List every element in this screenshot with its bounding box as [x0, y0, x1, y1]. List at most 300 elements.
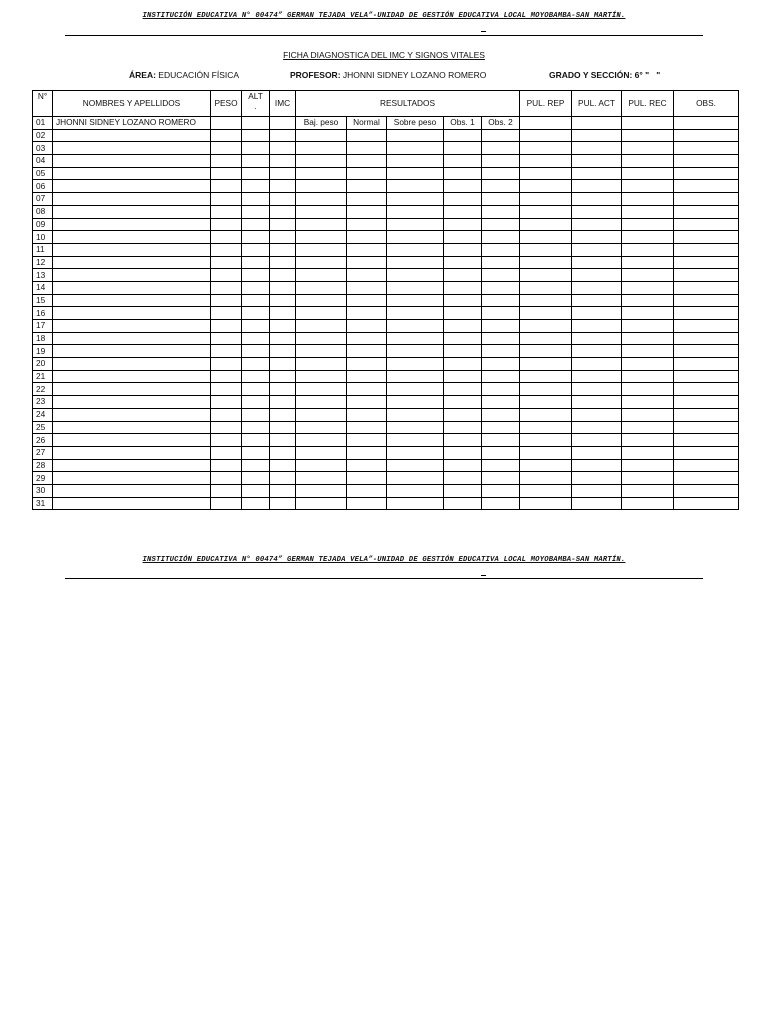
- row-imc: [270, 446, 296, 459]
- profesor-field: [290, 70, 486, 80]
- row-alt: [242, 269, 270, 282]
- table-row: [33, 446, 739, 459]
- row-peso: [211, 180, 242, 193]
- row-result-cell: [296, 484, 347, 497]
- row-pul-rep: [520, 129, 572, 142]
- row-name: [53, 205, 211, 218]
- row-pul-rec: [622, 256, 674, 269]
- row-pul-rec: [622, 117, 674, 130]
- row-result-cell: [444, 269, 482, 282]
- row-result-cell: [387, 142, 444, 155]
- table-row: [33, 396, 739, 409]
- row-peso: [211, 256, 242, 269]
- imc-table: [32, 90, 739, 510]
- row-pul-rec: [622, 446, 674, 459]
- row-imc: [270, 497, 296, 510]
- row-alt: [242, 370, 270, 383]
- row-peso: [211, 117, 242, 130]
- row-pul-act: [572, 345, 622, 358]
- row-imc: [270, 434, 296, 447]
- row-result-cell: [482, 370, 520, 383]
- row-obs: [674, 155, 739, 168]
- row-imc: [270, 408, 296, 421]
- row-pul-act: [572, 193, 622, 206]
- row-result-cell: [444, 167, 482, 180]
- row-name: [53, 180, 211, 193]
- row-result-cell: [444, 345, 482, 358]
- row-alt: [242, 396, 270, 409]
- table-row: [33, 256, 739, 269]
- row-result-cell: [387, 269, 444, 282]
- row-imc: [270, 320, 296, 333]
- row-imc: [270, 180, 296, 193]
- table-row: [33, 180, 739, 193]
- row-number: 04: [33, 155, 53, 168]
- row-obs: [674, 218, 739, 231]
- row-result-cell: [444, 256, 482, 269]
- row-alt: [242, 281, 270, 294]
- row-peso: [211, 332, 242, 345]
- row-result-cell: [482, 193, 520, 206]
- row-result-cell: [482, 167, 520, 180]
- row-peso: [211, 281, 242, 294]
- row-obs: [674, 180, 739, 193]
- area-field: [129, 70, 239, 80]
- row-number: 02: [33, 129, 53, 142]
- row-imc: [270, 256, 296, 269]
- row-pul-rec: [622, 205, 674, 218]
- row-result-cell: [482, 142, 520, 155]
- row-pul-rep: [520, 383, 572, 396]
- row-result-cell: [482, 218, 520, 231]
- result-subheader: Obs. 1: [444, 117, 482, 130]
- row-result-cell: [387, 472, 444, 485]
- row-result-cell: [387, 307, 444, 320]
- row-pul-act: [572, 408, 622, 421]
- row-result-cell: [444, 459, 482, 472]
- row-pul-rep: [520, 434, 572, 447]
- table-row: [33, 218, 739, 231]
- row-obs: [674, 497, 739, 510]
- row-imc: [270, 484, 296, 497]
- row-result-cell: [444, 446, 482, 459]
- row-pul-rep: [520, 294, 572, 307]
- row-alt: [242, 205, 270, 218]
- table-row: [33, 320, 739, 333]
- table-row: [33, 370, 739, 383]
- row-peso: [211, 218, 242, 231]
- row-result-cell: [296, 446, 347, 459]
- row-result-cell: [387, 408, 444, 421]
- col-header-imc: IMC: [270, 91, 296, 117]
- row-name: [53, 193, 211, 206]
- row-number: 05: [33, 167, 53, 180]
- row-obs: [674, 421, 739, 434]
- header-rule: [65, 35, 703, 36]
- row-result-cell: [347, 193, 387, 206]
- row-result-cell: [444, 129, 482, 142]
- row-result-cell: [347, 294, 387, 307]
- row-result-cell: [482, 446, 520, 459]
- row-pul-act: [572, 294, 622, 307]
- row-pul-act: [572, 129, 622, 142]
- col-header-alt-dot: .: [254, 101, 257, 111]
- row-pul-rec: [622, 396, 674, 409]
- table-row: [33, 497, 739, 510]
- row-result-cell: [347, 408, 387, 421]
- row-obs: [674, 231, 739, 244]
- row-peso: [211, 243, 242, 256]
- footer-header-rule: [65, 578, 703, 579]
- row-imc: [270, 345, 296, 358]
- row-pul-act: [572, 434, 622, 447]
- row-name: [53, 142, 211, 155]
- row-alt: [242, 142, 270, 155]
- row-peso: [211, 370, 242, 383]
- row-alt: [242, 484, 270, 497]
- row-pul-act: [572, 383, 622, 396]
- row-result-cell: [482, 345, 520, 358]
- row-pul-rep: [520, 408, 572, 421]
- table-row: [33, 129, 739, 142]
- row-imc: [270, 167, 296, 180]
- row-result-cell: [444, 231, 482, 244]
- row-number: 28: [33, 459, 53, 472]
- row-number: 17: [33, 320, 53, 333]
- row-result-cell: [387, 370, 444, 383]
- row-pul-rep: [520, 155, 572, 168]
- row-obs: [674, 243, 739, 256]
- grado-field: [549, 70, 660, 80]
- row-number: 24: [33, 408, 53, 421]
- row-imc: [270, 269, 296, 282]
- row-pul-rep: [520, 117, 572, 130]
- row-pul-rec: [622, 155, 674, 168]
- row-result-cell: [296, 129, 347, 142]
- row-result-cell: [387, 459, 444, 472]
- row-result-cell: [347, 269, 387, 282]
- row-result-cell: [347, 256, 387, 269]
- sheet-title: FICHA DIAGNOSTICA DEL IMC Y SIGNOS VITALES: [283, 50, 485, 60]
- row-pul-rep: [520, 484, 572, 497]
- row-result-cell: [296, 256, 347, 269]
- col-header-alt-text: ALT: [248, 91, 263, 101]
- row-peso: [211, 294, 242, 307]
- row-result-cell: [296, 396, 347, 409]
- row-result-cell: [296, 320, 347, 333]
- row-result-cell: [482, 231, 520, 244]
- row-obs: [674, 307, 739, 320]
- row-pul-rep: [520, 421, 572, 434]
- row-obs: [674, 205, 739, 218]
- row-name: [53, 421, 211, 434]
- row-result-cell: [347, 459, 387, 472]
- row-pul-rec: [622, 345, 674, 358]
- row-peso: [211, 167, 242, 180]
- row-alt: [242, 434, 270, 447]
- row-alt: [242, 117, 270, 130]
- row-alt: [242, 358, 270, 371]
- row-peso: [211, 434, 242, 447]
- row-result-cell: [296, 370, 347, 383]
- row-result-cell: [387, 446, 444, 459]
- area-label: ÁREA:: [129, 70, 156, 80]
- col-header-obs: OBS.: [674, 91, 739, 117]
- row-imc: [270, 129, 296, 142]
- row-pul-rec: [622, 408, 674, 421]
- row-name: [53, 446, 211, 459]
- row-pul-rep: [520, 180, 572, 193]
- row-pul-act: [572, 269, 622, 282]
- row-obs: [674, 256, 739, 269]
- row-result-cell: [296, 193, 347, 206]
- row-pul-act: [572, 307, 622, 320]
- row-number: 10: [33, 231, 53, 244]
- row-alt: [242, 345, 270, 358]
- grado-value: 6° " ": [634, 70, 661, 80]
- row-alt: [242, 497, 270, 510]
- row-result-cell: [347, 446, 387, 459]
- row-name: [53, 383, 211, 396]
- row-imc: [270, 142, 296, 155]
- row-pul-rep: [520, 256, 572, 269]
- row-peso: [211, 205, 242, 218]
- row-result-cell: [482, 459, 520, 472]
- row-obs: [674, 345, 739, 358]
- row-name: [53, 358, 211, 371]
- row-alt: [242, 294, 270, 307]
- row-number: 23: [33, 396, 53, 409]
- grado-label: GRADO Y SECCIÓN:: [549, 70, 633, 80]
- row-pul-rep: [520, 396, 572, 409]
- row-result-cell: [347, 383, 387, 396]
- col-header-nombres: NOMBRES Y APELLIDOS: [53, 91, 211, 117]
- row-number: 22: [33, 383, 53, 396]
- row-pul-act: [572, 167, 622, 180]
- row-pul-rec: [622, 281, 674, 294]
- col-header-num: N°: [33, 91, 53, 117]
- row-result-cell: [387, 129, 444, 142]
- row-result-cell: [482, 180, 520, 193]
- row-name: [53, 370, 211, 383]
- row-imc: [270, 383, 296, 396]
- row-result-cell: [387, 218, 444, 231]
- row-obs: [674, 129, 739, 142]
- row-result-cell: [444, 294, 482, 307]
- row-peso: [211, 408, 242, 421]
- table-row: [33, 117, 739, 130]
- row-pul-rec: [622, 472, 674, 485]
- row-pul-act: [572, 320, 622, 333]
- row-number: 29: [33, 472, 53, 485]
- row-result-cell: [387, 281, 444, 294]
- row-pul-rep: [520, 370, 572, 383]
- table-row: [33, 383, 739, 396]
- row-pul-rep: [520, 459, 572, 472]
- table-body: [33, 117, 739, 510]
- row-result-cell: [347, 142, 387, 155]
- row-obs: [674, 294, 739, 307]
- table-row: [33, 155, 739, 168]
- row-pul-rep: [520, 243, 572, 256]
- row-alt: [242, 472, 270, 485]
- row-pul-rec: [622, 383, 674, 396]
- row-result-cell: [387, 205, 444, 218]
- row-pul-rec: [622, 218, 674, 231]
- row-obs: [674, 370, 739, 383]
- row-number: 15: [33, 294, 53, 307]
- row-result-cell: [296, 345, 347, 358]
- row-pul-rec: [622, 434, 674, 447]
- table-row: [33, 294, 739, 307]
- row-result-cell: [387, 231, 444, 244]
- row-result-cell: [444, 484, 482, 497]
- row-peso: [211, 155, 242, 168]
- row-peso: [211, 142, 242, 155]
- row-result-cell: [347, 497, 387, 510]
- row-pul-rec: [622, 332, 674, 345]
- row-result-cell: [482, 396, 520, 409]
- row-number: 08: [33, 205, 53, 218]
- row-result-cell: [347, 472, 387, 485]
- row-result-cell: [296, 167, 347, 180]
- row-number: 19: [33, 345, 53, 358]
- row-pul-act: [572, 205, 622, 218]
- row-obs: [674, 332, 739, 345]
- row-peso: [211, 459, 242, 472]
- row-result-cell: [444, 358, 482, 371]
- row-pul-rep: [520, 358, 572, 371]
- row-result-cell: [482, 383, 520, 396]
- row-pul-act: [572, 472, 622, 485]
- row-pul-act: [572, 231, 622, 244]
- row-pul-act: [572, 396, 622, 409]
- footer-header-mark: [481, 575, 486, 576]
- row-pul-act: [572, 421, 622, 434]
- row-number: 09: [33, 218, 53, 231]
- row-name: [53, 243, 211, 256]
- row-result-cell: [444, 370, 482, 383]
- row-peso: [211, 129, 242, 142]
- row-obs: [674, 446, 739, 459]
- row-name: [53, 320, 211, 333]
- row-result-cell: [296, 205, 347, 218]
- result-subheader: Normal: [347, 117, 387, 130]
- row-pul-rec: [622, 167, 674, 180]
- row-result-cell: [296, 307, 347, 320]
- row-result-cell: [296, 281, 347, 294]
- row-alt: [242, 180, 270, 193]
- row-alt: [242, 218, 270, 231]
- row-obs: [674, 383, 739, 396]
- row-result-cell: [347, 180, 387, 193]
- row-pul-rec: [622, 358, 674, 371]
- row-result-cell: [296, 269, 347, 282]
- row-imc: [270, 155, 296, 168]
- row-result-cell: [444, 383, 482, 396]
- row-alt: [242, 129, 270, 142]
- row-alt: [242, 243, 270, 256]
- row-obs: [674, 459, 739, 472]
- row-imc: [270, 472, 296, 485]
- row-result-cell: [296, 243, 347, 256]
- row-number: 14: [33, 281, 53, 294]
- row-result-cell: [347, 281, 387, 294]
- row-pul-act: [572, 142, 622, 155]
- row-imc: [270, 421, 296, 434]
- table-row: [33, 269, 739, 282]
- row-name: JHONNI SIDNEY LOZANO ROMERO: [53, 117, 211, 130]
- row-result-cell: [482, 358, 520, 371]
- row-imc: [270, 370, 296, 383]
- row-result-cell: [482, 421, 520, 434]
- row-pul-act: [572, 370, 622, 383]
- row-peso: [211, 484, 242, 497]
- row-result-cell: [296, 231, 347, 244]
- row-result-cell: [347, 370, 387, 383]
- row-pul-rep: [520, 320, 572, 333]
- row-peso: [211, 320, 242, 333]
- table-row: [33, 281, 739, 294]
- row-result-cell: [296, 218, 347, 231]
- row-name: [53, 472, 211, 485]
- row-number: 31: [33, 497, 53, 510]
- table-row: [33, 434, 739, 447]
- row-pul-rep: [520, 472, 572, 485]
- row-result-cell: [387, 320, 444, 333]
- row-result-cell: [482, 484, 520, 497]
- row-result-cell: [296, 142, 347, 155]
- row-pul-rep: [520, 332, 572, 345]
- row-result-cell: [444, 193, 482, 206]
- row-result-cell: [444, 218, 482, 231]
- row-obs: [674, 472, 739, 485]
- row-result-cell: [347, 155, 387, 168]
- row-imc: [270, 231, 296, 244]
- row-peso: [211, 383, 242, 396]
- row-name: [53, 307, 211, 320]
- row-number: 18: [33, 332, 53, 345]
- result-subheader: Obs. 2: [482, 117, 520, 130]
- col-header-pul-act: PUL. ACT: [572, 91, 622, 117]
- table-row: [33, 332, 739, 345]
- row-result-cell: [347, 307, 387, 320]
- row-result-cell: [482, 256, 520, 269]
- row-result-cell: [347, 332, 387, 345]
- area-value: EDUCACIÓN FÍSICA: [158, 70, 240, 80]
- row-number: 16: [33, 307, 53, 320]
- row-result-cell: [387, 497, 444, 510]
- table-row: [33, 421, 739, 434]
- row-result-cell: [296, 332, 347, 345]
- row-result-cell: [387, 180, 444, 193]
- row-result-cell: [347, 396, 387, 409]
- row-result-cell: [347, 129, 387, 142]
- row-alt: [242, 459, 270, 472]
- row-imc: [270, 205, 296, 218]
- row-result-cell: [387, 243, 444, 256]
- table-row: [33, 358, 739, 371]
- profesor-value: JHONNI SIDNEY LOZANO ROMERO: [342, 70, 487, 80]
- table-row: [33, 167, 739, 180]
- row-alt: [242, 446, 270, 459]
- row-result-cell: [482, 243, 520, 256]
- row-name: [53, 459, 211, 472]
- row-result-cell: [444, 243, 482, 256]
- row-obs: [674, 484, 739, 497]
- row-obs: [674, 269, 739, 282]
- row-result-cell: [387, 434, 444, 447]
